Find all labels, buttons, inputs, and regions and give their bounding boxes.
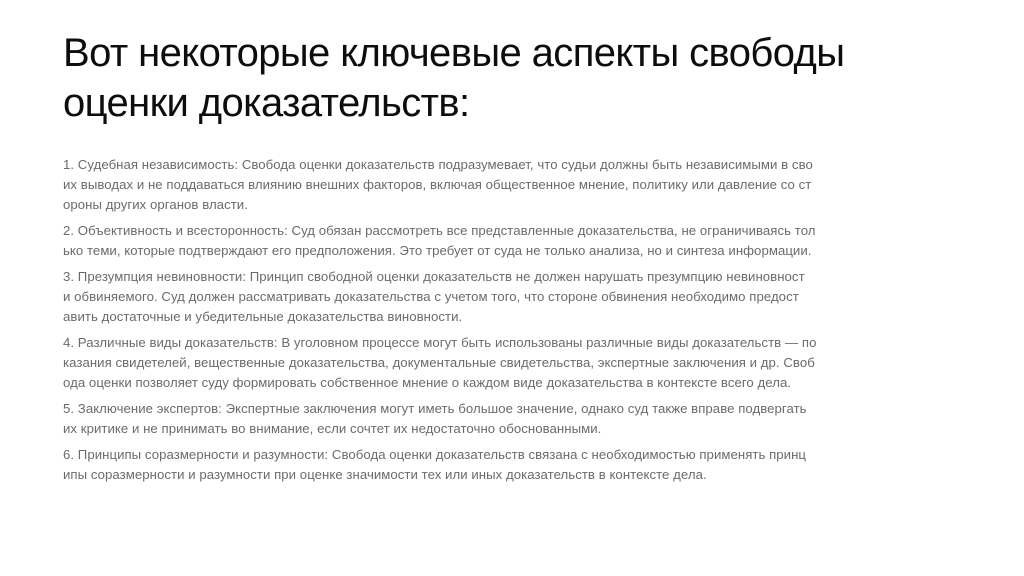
- key-aspects-list: [63, 155, 943, 491]
- text-line: 4. Различные виды доказательств: В уголовном процессе могут быть использованы различные виды доказательств — по: [63, 335, 817, 350]
- list-item: [63, 221, 943, 261]
- list-item: [63, 267, 943, 327]
- slide-title: [63, 28, 963, 128]
- text-line: ипы соразмерности и разумности при оценке значимости тех или иных доказательств в контексте дела.: [63, 467, 707, 482]
- title-line: оценки доказательств:: [63, 81, 470, 125]
- list-item: [63, 445, 943, 485]
- list-item: [63, 155, 943, 215]
- text-line: их выводах и не поддаваться влиянию внешних факторов, включая общественное мнение, политику или давление со ст: [63, 177, 812, 192]
- text-line: ороны других органов власти.: [63, 197, 248, 212]
- text-line: их критике и не принимать во внимание, если сочтет их недостаточно обоснованными.: [63, 421, 602, 436]
- title-line: Вот некоторые ключевые аспекты свободы: [63, 31, 845, 75]
- text-line: 3. Презумпция невиновности: Принцип свободной оценки доказательств не должен нарушать презумпцию невиновност: [63, 269, 805, 284]
- text-line: 5. Заключение экспертов: Экспертные заключения могут иметь большое значение, однако суд также вправе подвергать: [63, 401, 807, 416]
- text-line: авить достаточные и убедительные доказательства виновности.: [63, 309, 463, 324]
- text-line: 2. Объективность и всесторонность: Суд обязан рассмотреть все представленные доказательства, не ограничиваясь тол: [63, 223, 816, 238]
- text-line: и обвиняемого. Суд должен рассматривать доказательства с учетом того, что стороне обвинения необходимо предост: [63, 289, 799, 304]
- list-item: [63, 333, 943, 393]
- text-line: казания свидетелей, вещественные доказательства, документальные свидетельства, экспертные заключения и др. Своб: [63, 355, 815, 370]
- text-line: 1. Судебная независимость: Свобода оценки доказательств подразумевает, что судьи должны быть независимыми в сво: [63, 157, 813, 172]
- text-line: 6. Принципы соразмерности и разумности: Свобода оценки доказательств связана с необходимостью применять принц: [63, 447, 807, 462]
- list-item: [63, 399, 943, 439]
- text-line: ько теми, которые подтверждают его предположения. Это требует от суда не только анализа, но и синтеза информации.: [63, 243, 812, 258]
- text-line: ода оценки позволяет суду формировать собственное мнение о каждом виде доказательства в контексте всего дела.: [63, 375, 792, 390]
